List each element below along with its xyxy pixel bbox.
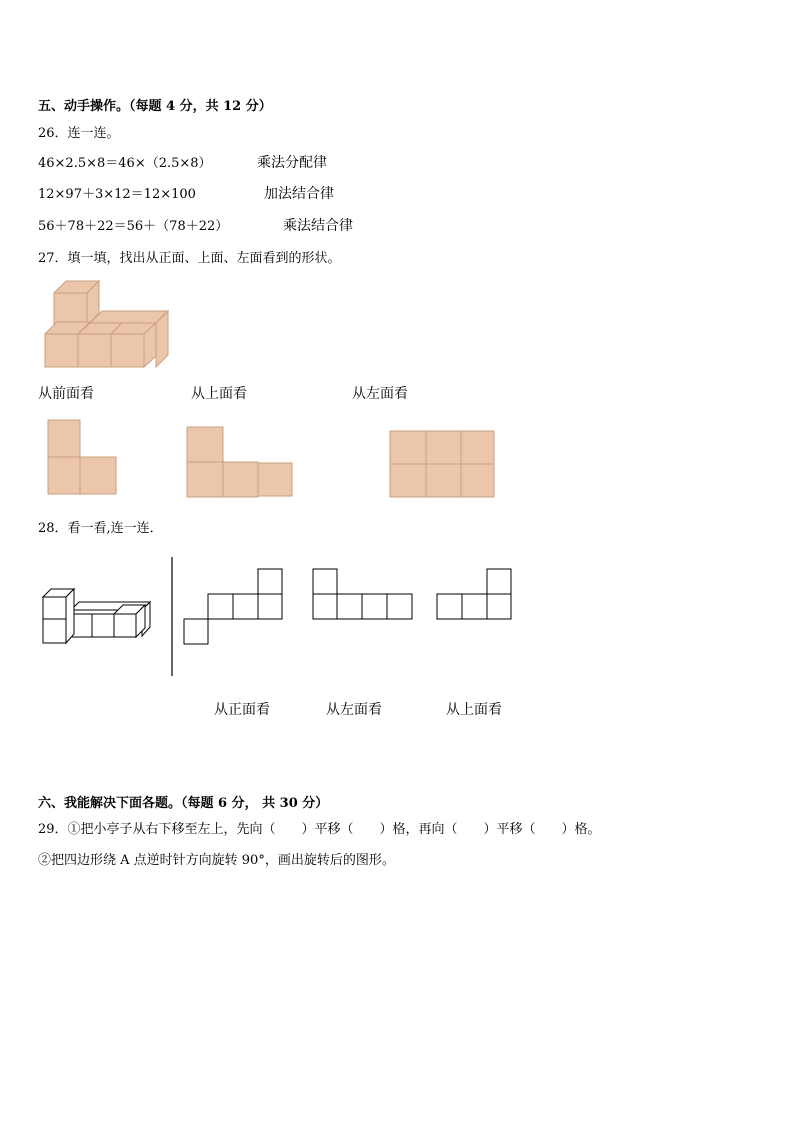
question-prompt: 28．看一看,连一连．	[38, 521, 163, 536]
view-label: 从上面看	[446, 702, 502, 718]
law-label: 乘法结合律	[283, 218, 353, 234]
question-prompt: ②把四边形绕 A 点逆时针方向旋转 90°，画出旋转后的图形。	[38, 853, 395, 868]
equation-left: 46×2.5×8＝46×（2.5×8）	[38, 156, 212, 171]
equation-left: 12×97＋3×12＝12×100	[38, 187, 196, 202]
view-label: 从左面看	[326, 702, 382, 718]
question-prompt: 27．填一填，找出从正面、上面、左面看到的形状。	[38, 251, 341, 266]
section-title: 六、我能解决下面各题。（每题 6 分， 共 30 分）	[38, 796, 329, 811]
question-prompt: 29．①把小亭子从右下移至左上，先向（ ）平移（ ）格，再向（ ）平移（ ）格。	[38, 822, 601, 837]
view-label: 从前面看	[38, 386, 94, 402]
question-prompt: 26．连一连。	[38, 126, 120, 141]
view-label: 从上面看	[191, 386, 247, 402]
law-label: 乘法分配律	[257, 155, 327, 171]
view-label: 从左面看	[352, 386, 408, 402]
view-label: 从正面看	[214, 702, 270, 718]
equation-left: 56＋78＋22＝56＋（78＋22）	[38, 219, 229, 234]
section-title: 五、动手操作。（每题 4 分，共 12 分）	[38, 99, 272, 114]
law-label: 加法结合律	[264, 186, 334, 202]
